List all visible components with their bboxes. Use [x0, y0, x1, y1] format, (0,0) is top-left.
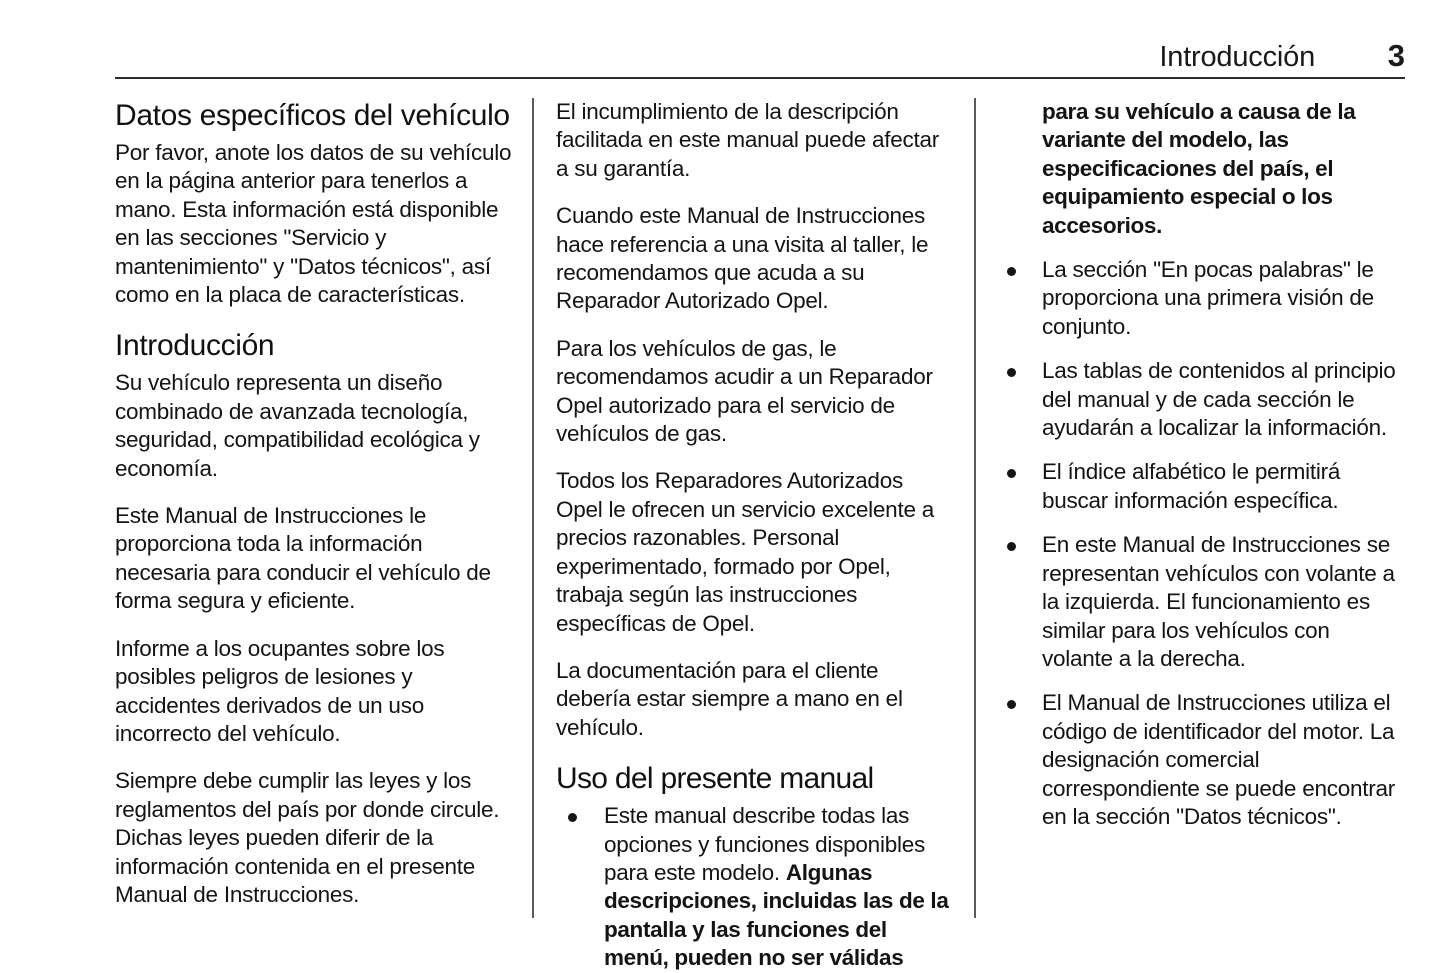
section-heading-uso-manual: Uso del presente manual	[556, 762, 874, 796]
paragraph-col2-3: Para los vehículos de gas, le recomendamos acudir a un Reparador Opel autorizado para el servicio de vehículos de gas.	[556, 335, 933, 447]
paragraph-col2-5: La documentación para el cliente debería estar siempre a mano en el vehículo.	[556, 657, 903, 740]
list-item-text: El índice alfabético le permitirá buscar información específica.	[1042, 459, 1341, 513]
bullet-dot-icon	[568, 813, 577, 822]
bullet-continuation-bold: para su vehículo a causa de la variante del modelo, las especificaciones del país, el equipamiento especial o los accesorios.	[1042, 99, 1356, 238]
body-columns	[115, 98, 1405, 971]
list-item-text: El Manual de Instrucciones utiliza el código de identificador del motor. La designación comercial correspondiente se puede encontrar en la sección "Datos técnicos".	[1042, 690, 1395, 829]
list-item	[997, 531, 1405, 673]
section-heading-datos-especificos: Datos específicos del vehículo	[115, 99, 510, 132]
paragraph-col1-1: Por favor, anote los datos de su vehículo en la página anterior para tenerlos a mano. Esta información está disponible en las secciones "Servicio y mantenimiento" y "Datos técnicos", así como en la placa de características.	[115, 140, 512, 308]
bullet-dot-icon	[1007, 542, 1016, 551]
list-item-text-bold: Algunas descripciones, incluidas las de la pantalla y las funciones del menú, pueden no ser válidas	[604, 859, 949, 971]
paragraph-col2-1: El incumplimiento de la descripción facilitada en este manual puede afectar a su garantía.	[556, 99, 940, 181]
paragraph-col1-2: Su vehículo representa un diseño combinado de avanzada tecnología, seguridad, compatibilidad ecológica y economía.	[115, 370, 480, 481]
running-head	[115, 38, 1405, 78]
bullet-dot-icon	[1007, 469, 1016, 478]
list-item	[997, 458, 1405, 515]
header-rule	[115, 77, 1405, 79]
section-heading-introduccion: Introducción	[115, 329, 275, 363]
paragraph-col2-4: Todos los Reparadores Autorizados Opel le ofrecen un servicio excelente a precios razonables. Personal experimentado, formado por Opel, trabaja según las instrucciones específicas de Opel.	[556, 468, 934, 636]
page-title: Introducción	[1159, 41, 1315, 73]
bullet-list-col2	[556, 802, 953, 972]
list-item-text: En este Manual de Instrucciones se representan vehículos con volante a la izquierda. El funcionamiento es similar para los vehículos con volante a la derecha.	[1042, 532, 1395, 671]
column-divider-1	[532, 98, 534, 918]
list-item-text: La sección "En pocas palabras" le proporciona una primera visión de conjunto.	[1042, 257, 1374, 339]
list-item-text: Las tablas de contenidos al principio del manual y de cada sección le ayudarán a localizar la información.	[1042, 358, 1396, 441]
column-3	[997, 98, 1405, 920]
list-item	[997, 256, 1405, 341]
bullet-dot-icon	[1007, 267, 1016, 276]
bullet-list-col3	[997, 256, 1405, 831]
list-item-text-regular: Este manual describe todas las opciones y funciones disponibles para este modelo.	[604, 803, 925, 885]
list-item	[556, 802, 953, 972]
page-number: 3	[1387, 38, 1405, 73]
column-1	[115, 98, 512, 920]
paragraph-col1-4: Informe a los ocupantes sobre los posibles peligros de lesiones y accidentes derivados de un uso incorrecto del vehículo.	[115, 635, 445, 746]
column-divider-2	[974, 98, 976, 918]
list-item	[997, 689, 1405, 831]
paragraph-col2-2: Cuando este Manual de Instrucciones hace referencia a una visita al taller, le recomendamos que acuda a su Reparador Autorizado Opel.	[556, 203, 929, 314]
paragraph-col1-5: Siempre debe cumplir las leyes y los reglamentos del país por donde circule. Dichas leyes pueden diferir de la información contenida en el presente Manual de Instrucciones.	[115, 768, 500, 907]
paragraph-col1-3: Este Manual de Instrucciones le proporciona toda la información necesaria para conducir el vehículo de forma segura y eficiente.	[115, 503, 491, 614]
column-2	[556, 98, 953, 971]
bullet-dot-icon	[1007, 368, 1016, 377]
list-item	[997, 357, 1405, 442]
bullet-dot-icon	[1007, 700, 1016, 709]
